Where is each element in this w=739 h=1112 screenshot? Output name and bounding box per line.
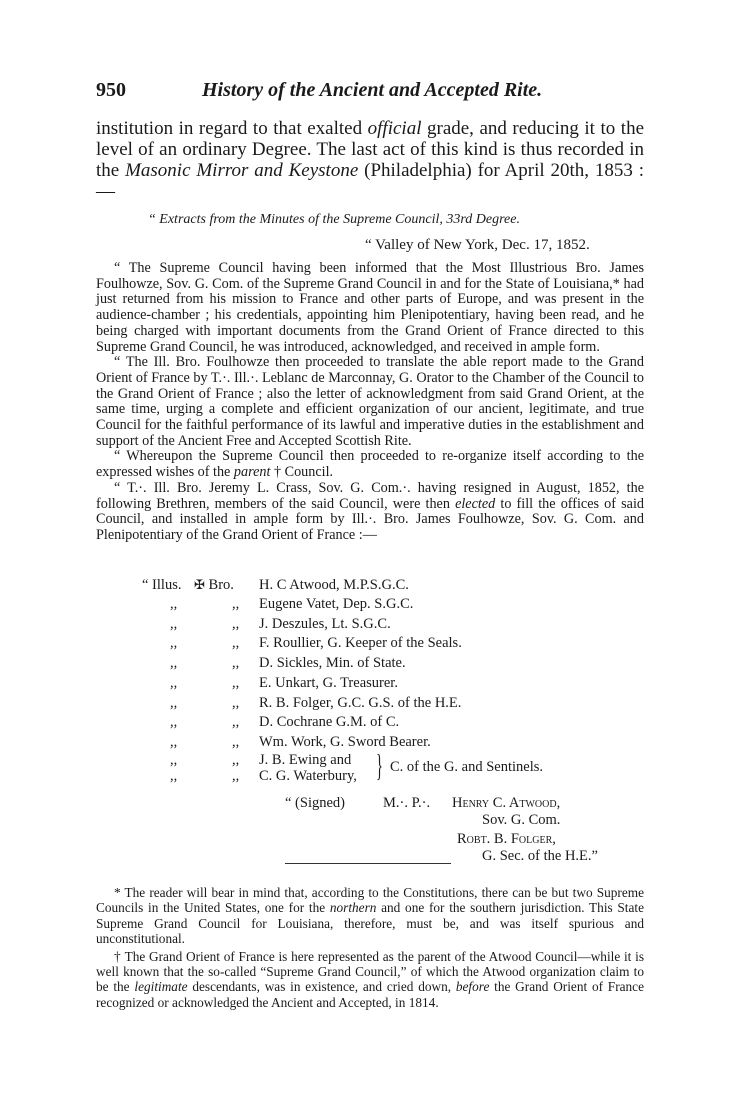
ditto-mark: ,, (232, 714, 240, 730)
signer-title-1: Sov. G. Com. (482, 812, 561, 828)
minutes-paragraph-4 (96, 481, 644, 544)
roster-member: R. B. Folger, G.C. G.S. of the H.E. (259, 695, 462, 711)
footnote-2 (96, 949, 644, 1011)
fn1-b: and one for the southern jurisdiction. This State Supreme Grand Council for Louisiana, therefore, must be, and was itself spurious and unconstitutional. (96, 900, 644, 947)
fn1-a: * The reader will bear in mind that, according to the Constitutions, there can be but two Supreme Councils in the United States, one for the (96, 885, 644, 916)
journal-title: Masonic Mirror and Keystone (125, 160, 359, 181)
footnote-1 (96, 885, 644, 947)
roster-member: H. C Atwood, M.P.S.G.C. (259, 577, 409, 593)
ditto-mark: ,, (232, 695, 240, 711)
fn2-before: before (455, 979, 490, 995)
maltese-cross-icon: ✠ (194, 577, 205, 592)
roster-member: Eugene Vatet, Dep. S.G.C. (259, 596, 414, 612)
minutes-paragraph-2: “ The Ill. Bro. Foulhowze then proceeded to translate the able report made to the Grand Orient of France by T.·. Ill.·. Leblanc de Marconnay, G. Orator to the Chamber of the Council to the Grand Orient of France ; also the letter of acknowledgment from said Grand Orient, at the same time, urging a complete and efficient organization of our ancient, legitimate, and true Council for the faithful performance of its lawful and imperative duties in the establishment and support of the Ancient Free and Accepted Scottish Rite. (96, 354, 644, 449)
signed-label: “ (Signed) (285, 795, 345, 811)
ditto-mark: ,, (232, 596, 240, 612)
ditto-mark: ,, (170, 675, 178, 691)
intro-text-3: (Philadelphia) for April 20th, 1853 :— (96, 160, 644, 202)
minutes-p3-a: “ Whereupon the Supreme Council then proceeded to re-organize itself according to the expressed wishes of the (96, 448, 644, 481)
ditto-mark: ,, (170, 655, 178, 671)
ditto-mark: ,, (232, 734, 240, 750)
minutes-paragraph-1: “ The Supreme Council having been informed that the Most Illustrious Bro. James Foulhowze, Sov. G. Com. of the Supreme Grand Council in and for the State of Louisiana,* had just returned from his mission to France and other parts of Europe, and was present in the audience-chamber ; his credentials, appointing him Plenipotentiary, having been read, and he being charged with important documents from the Grand Orient of France directed to this Supreme Grand Council, he was introduced, acknowledged, and received in ample form. (96, 260, 644, 355)
extract-dateline: “ Valley of New York, Dec. 17, 1852. (365, 237, 590, 253)
brace-icon: } (376, 747, 383, 783)
page-number: 950 (96, 79, 126, 101)
minutes-p4-elected: elected (455, 495, 496, 512)
minutes-p3-parent: parent (233, 464, 271, 481)
ditto-mark: ,, (232, 616, 240, 632)
intro-paragraph (96, 118, 644, 202)
minutes-p4-b: to fill the offices of said Council, and installed in ample form by Ill.·. Bro. James Foulhowze, Sov. G. Com. and Plenipotentiary of the Grand Orient of France :— (96, 495, 644, 543)
signer-name-2: Robt. B. Folger, (457, 831, 556, 847)
ditto-mark: ,, (232, 752, 240, 768)
fn1-northern: northern (329, 900, 377, 916)
ditto-mark: ,, (170, 695, 178, 711)
section-divider (285, 863, 451, 864)
footnotes (96, 885, 644, 1012)
intro-text-1: institution in regard to that exalted (96, 118, 368, 139)
roster-member: F. Roullier, G. Keeper of the Seals. (259, 635, 462, 651)
minutes-p4-a: “ T.·. Ill. Bro. Jeremy L. Crass, Sov. G. Com.·. having resigned in August, 1852, the following Brethren, members of the said Council, were then (96, 479, 644, 512)
roster-member: J. Deszules, Lt. S.G.C. (259, 616, 391, 632)
ditto-mark: ,, (170, 635, 178, 651)
roster-member: E. Unkart, G. Treasurer. (259, 675, 398, 691)
ditto-mark: ,, (170, 714, 178, 730)
ditto-mark: ,, (170, 734, 178, 750)
fn2-a: † The Grand Orient of France is here represented as the parent of the Atwood Council—while it is well known that the so-called “Supreme Grand Council,” of which the Atwood organization claim to be the (96, 948, 644, 995)
ditto-mark: ,, (170, 768, 178, 784)
running-title: History of the Ancient and Accepted Rite. (202, 79, 543, 101)
roster-first-mark (194, 576, 234, 594)
signer-name-1: Henry C. Atwood, (452, 795, 561, 811)
running-header (96, 78, 644, 102)
ditto-mark: ,, (170, 752, 178, 768)
roster-prefix: “ Illus. (142, 577, 182, 593)
extract-title: “ Extracts from the Minutes of the Supreme Council, 33rd Degree. (148, 212, 520, 227)
ditto-mark: ,, (232, 655, 240, 671)
sentinels-office: C. of the G. and Sentinels. (390, 759, 544, 775)
roster-member: J. B. Ewing and (259, 752, 352, 768)
fn2-legitimate: legitimate (134, 979, 188, 995)
fn2-c: the Grand Orient of France recognized or acknowledged the Ancient and Accepted, in 1814. (96, 979, 644, 1010)
roster-member: D. Cochrane G.M. of C. (259, 714, 400, 730)
roster-member: C. G. Waterbury, (259, 768, 357, 784)
ditto-mark: ,, (232, 635, 240, 651)
roster-bro: Bro. (208, 577, 234, 593)
ditto-mark: ,, (170, 596, 178, 612)
ditto-mark: ,, (232, 675, 240, 691)
ditto-mark: ,, (170, 616, 178, 632)
roster-member: Wm. Work, G. Sword Bearer. (259, 734, 431, 750)
intro-text-2: grade, and reducing it to the level of an ordinary Degree. The last act of this kind is thus recorded in the (96, 118, 644, 181)
mp-label: M.·. P.·. (383, 795, 431, 811)
intro-official: official (367, 118, 422, 139)
minutes-p3-b: † Council. (270, 464, 334, 481)
fn2-b: descendants, was in existence, and cried down, (187, 979, 456, 995)
minutes-paragraph-3 (96, 449, 644, 480)
roster-member: D. Sickles, Min. of State. (259, 655, 406, 671)
signer-title-2: G. Sec. of the H.E.” (482, 848, 598, 864)
minutes-text (96, 261, 644, 544)
ditto-mark: ,, (232, 768, 240, 784)
